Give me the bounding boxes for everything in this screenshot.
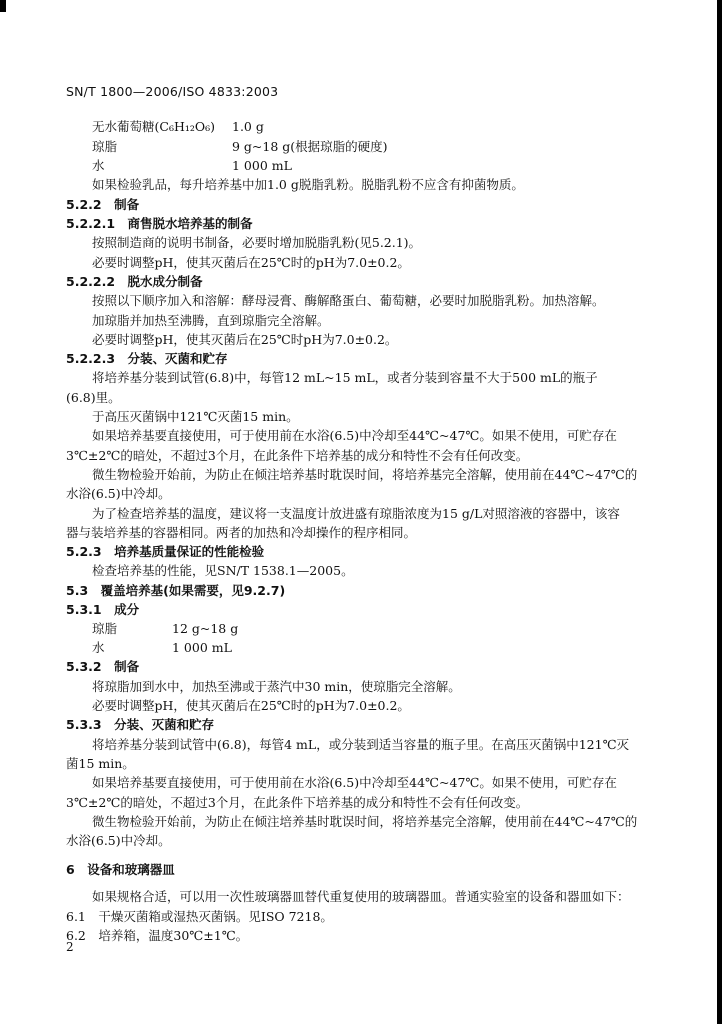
page-number: 2 xyxy=(66,940,74,954)
ingredient-name: 琼脂 xyxy=(92,139,118,154)
section-heading: 5.3.3 分装、灭菌和贮存 xyxy=(66,717,215,732)
composition-row xyxy=(92,119,652,135)
paragraph: 加琼脂并加热至沸腾，直到琼脂完全溶解。 xyxy=(92,313,330,328)
ingredient-amount: 12 g~18 g xyxy=(172,621,239,636)
paragraph: 检查培养基的性能，见SN/T 1538.1—2005。 xyxy=(92,563,354,578)
paragraph: 如果培养基要直接使用，可于使用前在水浴(6.5)中冷却至44℃~47℃。如果不使用，可贮存在 xyxy=(92,775,617,790)
paragraph: 如果规格合适，可以用一次性玻璃器皿替代重复使用的玻璃器皿。普通实验室的设备和器皿如下： xyxy=(92,889,630,904)
ingredient-amount: 1.0 g xyxy=(232,119,264,134)
composition-row xyxy=(92,158,652,174)
list-item: 6.1 干燥灭菌箱或湿热灭菌锅。见ISO 7218。 xyxy=(66,909,333,924)
list-item: 6.2 培养箱，温度30℃±1℃。 xyxy=(66,928,249,943)
paragraph: 按照制造商的说明书制备，必要时增加脱脂乳粉(见5.2.1)。 xyxy=(92,235,422,250)
paragraph: 微生物检验开始前，为防止在倾注培养基时耽误时间，将培养基完全溶解，使用前在44℃~47℃的 xyxy=(92,814,638,829)
ingredient-name: 水 xyxy=(92,158,105,173)
composition-row xyxy=(92,621,652,637)
paragraph: 如果检验乳品，每升培养基中加1.0 g脱脂乳粉。脱脂乳粉不应含有抑菌物质。 xyxy=(92,177,524,192)
paragraph-continuation: 3℃±2℃的暗处，不超过3个月，在此条件下培养基的成分和特性不会有任何改变。 xyxy=(66,795,529,810)
document-header: SN/T 1800—2006/ISO 4833:2003 xyxy=(66,84,279,99)
paragraph-continuation: 菌15 min。 xyxy=(66,756,135,771)
paragraph: 必要时调整pH，使其灭菌后在25℃时的pH为7.0±0.2。 xyxy=(92,255,410,270)
paragraph: 将培养基分装到试管(6.8)中，每管12 mL~15 mL，或者分装到容量不大于500 mL的瓶子 xyxy=(92,370,598,385)
paragraph: 于高压灭菌锅中121℃灭菌15 min。 xyxy=(92,409,299,424)
ingredient-amount: 9 g~18 g(根据琼脂的硬度) xyxy=(232,139,388,154)
paragraph-continuation: (6.8)里。 xyxy=(66,390,121,405)
section-heading: 6 设备和玻璃器皿 xyxy=(66,862,175,877)
ingredient-name: 琼脂 xyxy=(92,621,118,636)
composition-row xyxy=(92,139,652,155)
paragraph: 按照以下顺序加入和溶解：酵母浸膏、酶解酪蛋白、葡萄糖，必要时加脱脂乳粉。加热溶解。 xyxy=(92,293,605,308)
section-heading: 5.2.2 制备 xyxy=(66,197,140,212)
paragraph-continuation: 器与装培养基的容器相同。两者的加热和冷却操作的程序相同。 xyxy=(66,525,417,540)
paragraph: 为了检查培养基的温度，建议将一支温度计放进盛有琼脂浓度为15 g/L对照溶液的容器中，该容 xyxy=(92,506,620,521)
paragraph: 将琼脂加到水中，加热至沸或于蒸汽中30 min，使琼脂完全溶解。 xyxy=(92,679,461,694)
section-heading: 5.2.2.3 分装、灭菌和贮存 xyxy=(66,351,228,366)
composition-row xyxy=(92,640,652,656)
section-heading: 5.3 覆盖培养基(如果需要，见9.2.7) xyxy=(66,583,286,598)
paragraph-continuation: 水浴(6.5)中冷却。 xyxy=(66,833,171,848)
paragraph: 如果培养基要直接使用，可于使用前在水浴(6.5)中冷却至44℃~47℃。如果不使用，可贮存在 xyxy=(92,428,617,443)
section-heading: 5.2.2.2 脱水成分制备 xyxy=(66,274,203,289)
paragraph: 将培养基分装到试管中(6.8)，每管4 mL，或分装到适当容量的瓶子里。在高压灭菌锅中121℃灭 xyxy=(92,737,630,752)
paragraph: 必要时调整pH，使其灭菌后在25℃时的pH为7.0±0.2。 xyxy=(92,698,410,713)
scan-edge-mark xyxy=(0,0,6,12)
section-heading: 5.2.2.1 商售脱水培养基的制备 xyxy=(66,216,253,231)
ingredient-amount: 1 000 mL xyxy=(232,158,292,173)
section-heading: 5.3.1 成分 xyxy=(66,602,140,617)
paragraph-continuation: 3℃±2℃的暗处，不超过3个月，在此条件下培养基的成分和特性不会有任何改变。 xyxy=(66,448,529,463)
paragraph: 必要时调整pH，使其灭菌后在25℃时pH为7.0±0.2。 xyxy=(92,332,398,347)
section-heading: 5.3.2 制备 xyxy=(66,659,140,674)
scan-edge-border xyxy=(717,0,722,1024)
paragraph-continuation: 水浴(6.5)中冷却。 xyxy=(66,486,171,501)
paragraph: 微生物检验开始前，为防止在倾注培养基时耽误时间，将培养基完全溶解，使用前在44℃~47℃的 xyxy=(92,467,638,482)
ingredient-name: 无水葡萄糖(C₆H₁₂O₆) xyxy=(92,119,216,134)
ingredient-name: 水 xyxy=(92,640,105,655)
section-heading: 5.2.3 培养基质量保证的性能检验 xyxy=(66,544,265,559)
ingredient-amount: 1 000 mL xyxy=(172,640,232,655)
